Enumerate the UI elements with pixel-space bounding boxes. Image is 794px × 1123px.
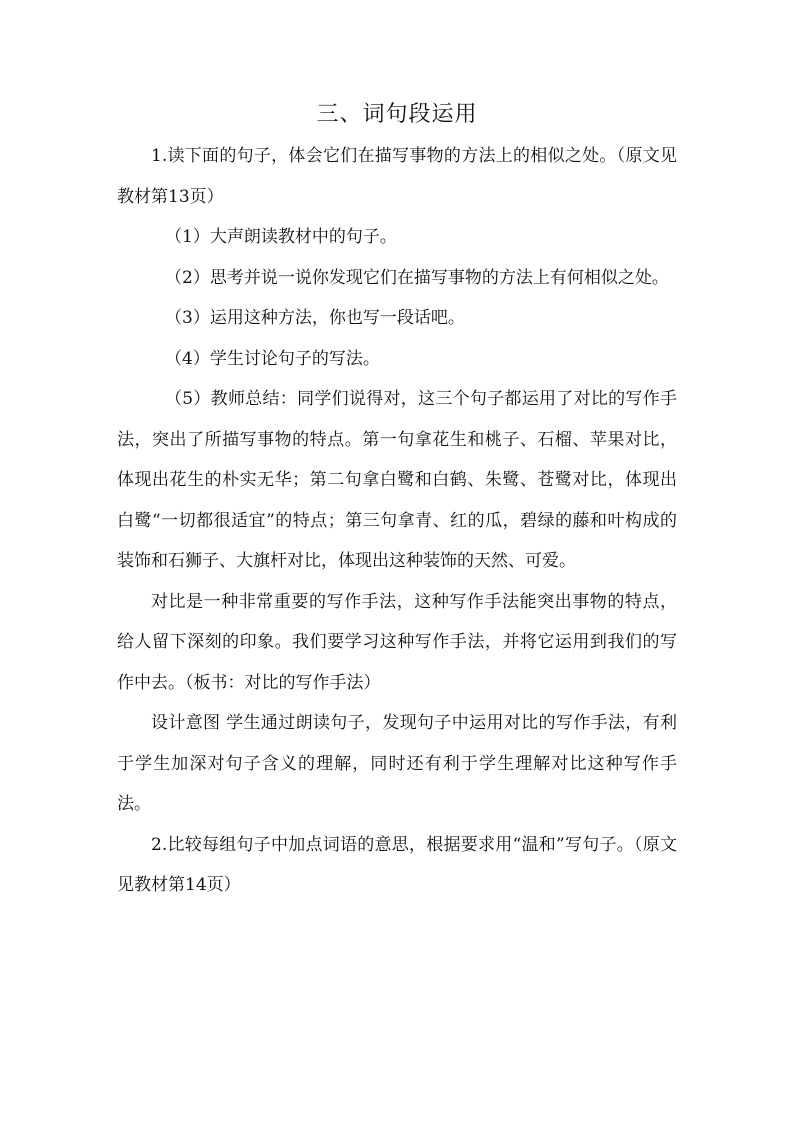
exercise-2-instruction: 2.比较每组句子中加点词语的意思，根据要求用“温和”写句子。（原文见教材第14页）	[117, 834, 677, 895]
exercise-1-instruction: 1.读下面的句子，体会它们在描写事物的方法上的相似之处。（原文见教材第13页）	[117, 146, 677, 207]
page-title: 三、词句段运用	[316, 102, 478, 127]
contrast-technique-paragraph: 对比是一种非常重要的写作手法，这种写作手法能突出事物的特点，给人留下深刻的印象。我们要学习这种写作手法，并将它运用到我们的写作中去。（板书：对比的写作手法）	[117, 591, 677, 693]
step-5-teacher-summary: （5）教师总结：同学们说得对，这三个句子都运用了对比的写作手法，突出了所描写事物的特点。第一句拿花生和桃子、石榴、苹果对比，体现出花生的朴实无华；第二句拿白鹭和白鹤、朱鹭、苍鹭对比，体现出白鹭“一切都很适宜”的特点；第三句拿青、红的瓜，碧绿的藤和叶构成的装饰和石狮子、大旗杆对比，体现出这种装饰的天然、可爱。	[117, 389, 677, 571]
document-body	[117, 100, 677, 906]
step-2-paragraph: （2）思考并说一说你发现它们在描写事物的方法上有何相似之处。	[165, 267, 669, 288]
step-4-paragraph: （4）学生讨论句子的写法。	[165, 348, 380, 369]
step-3-paragraph: （3）运用这种方法，你也写一段话吧。	[165, 308, 465, 328]
design-intent-paragraph: 设计意图 学生通过朗读句子，发现句子中运用对比的写作手法，有利于学生加深对句子含义的理解，同时还有利于学生理解对比这种写作手法。	[117, 713, 677, 814]
step-1-paragraph: （1）大声朗读教材中的句子。	[165, 227, 397, 247]
